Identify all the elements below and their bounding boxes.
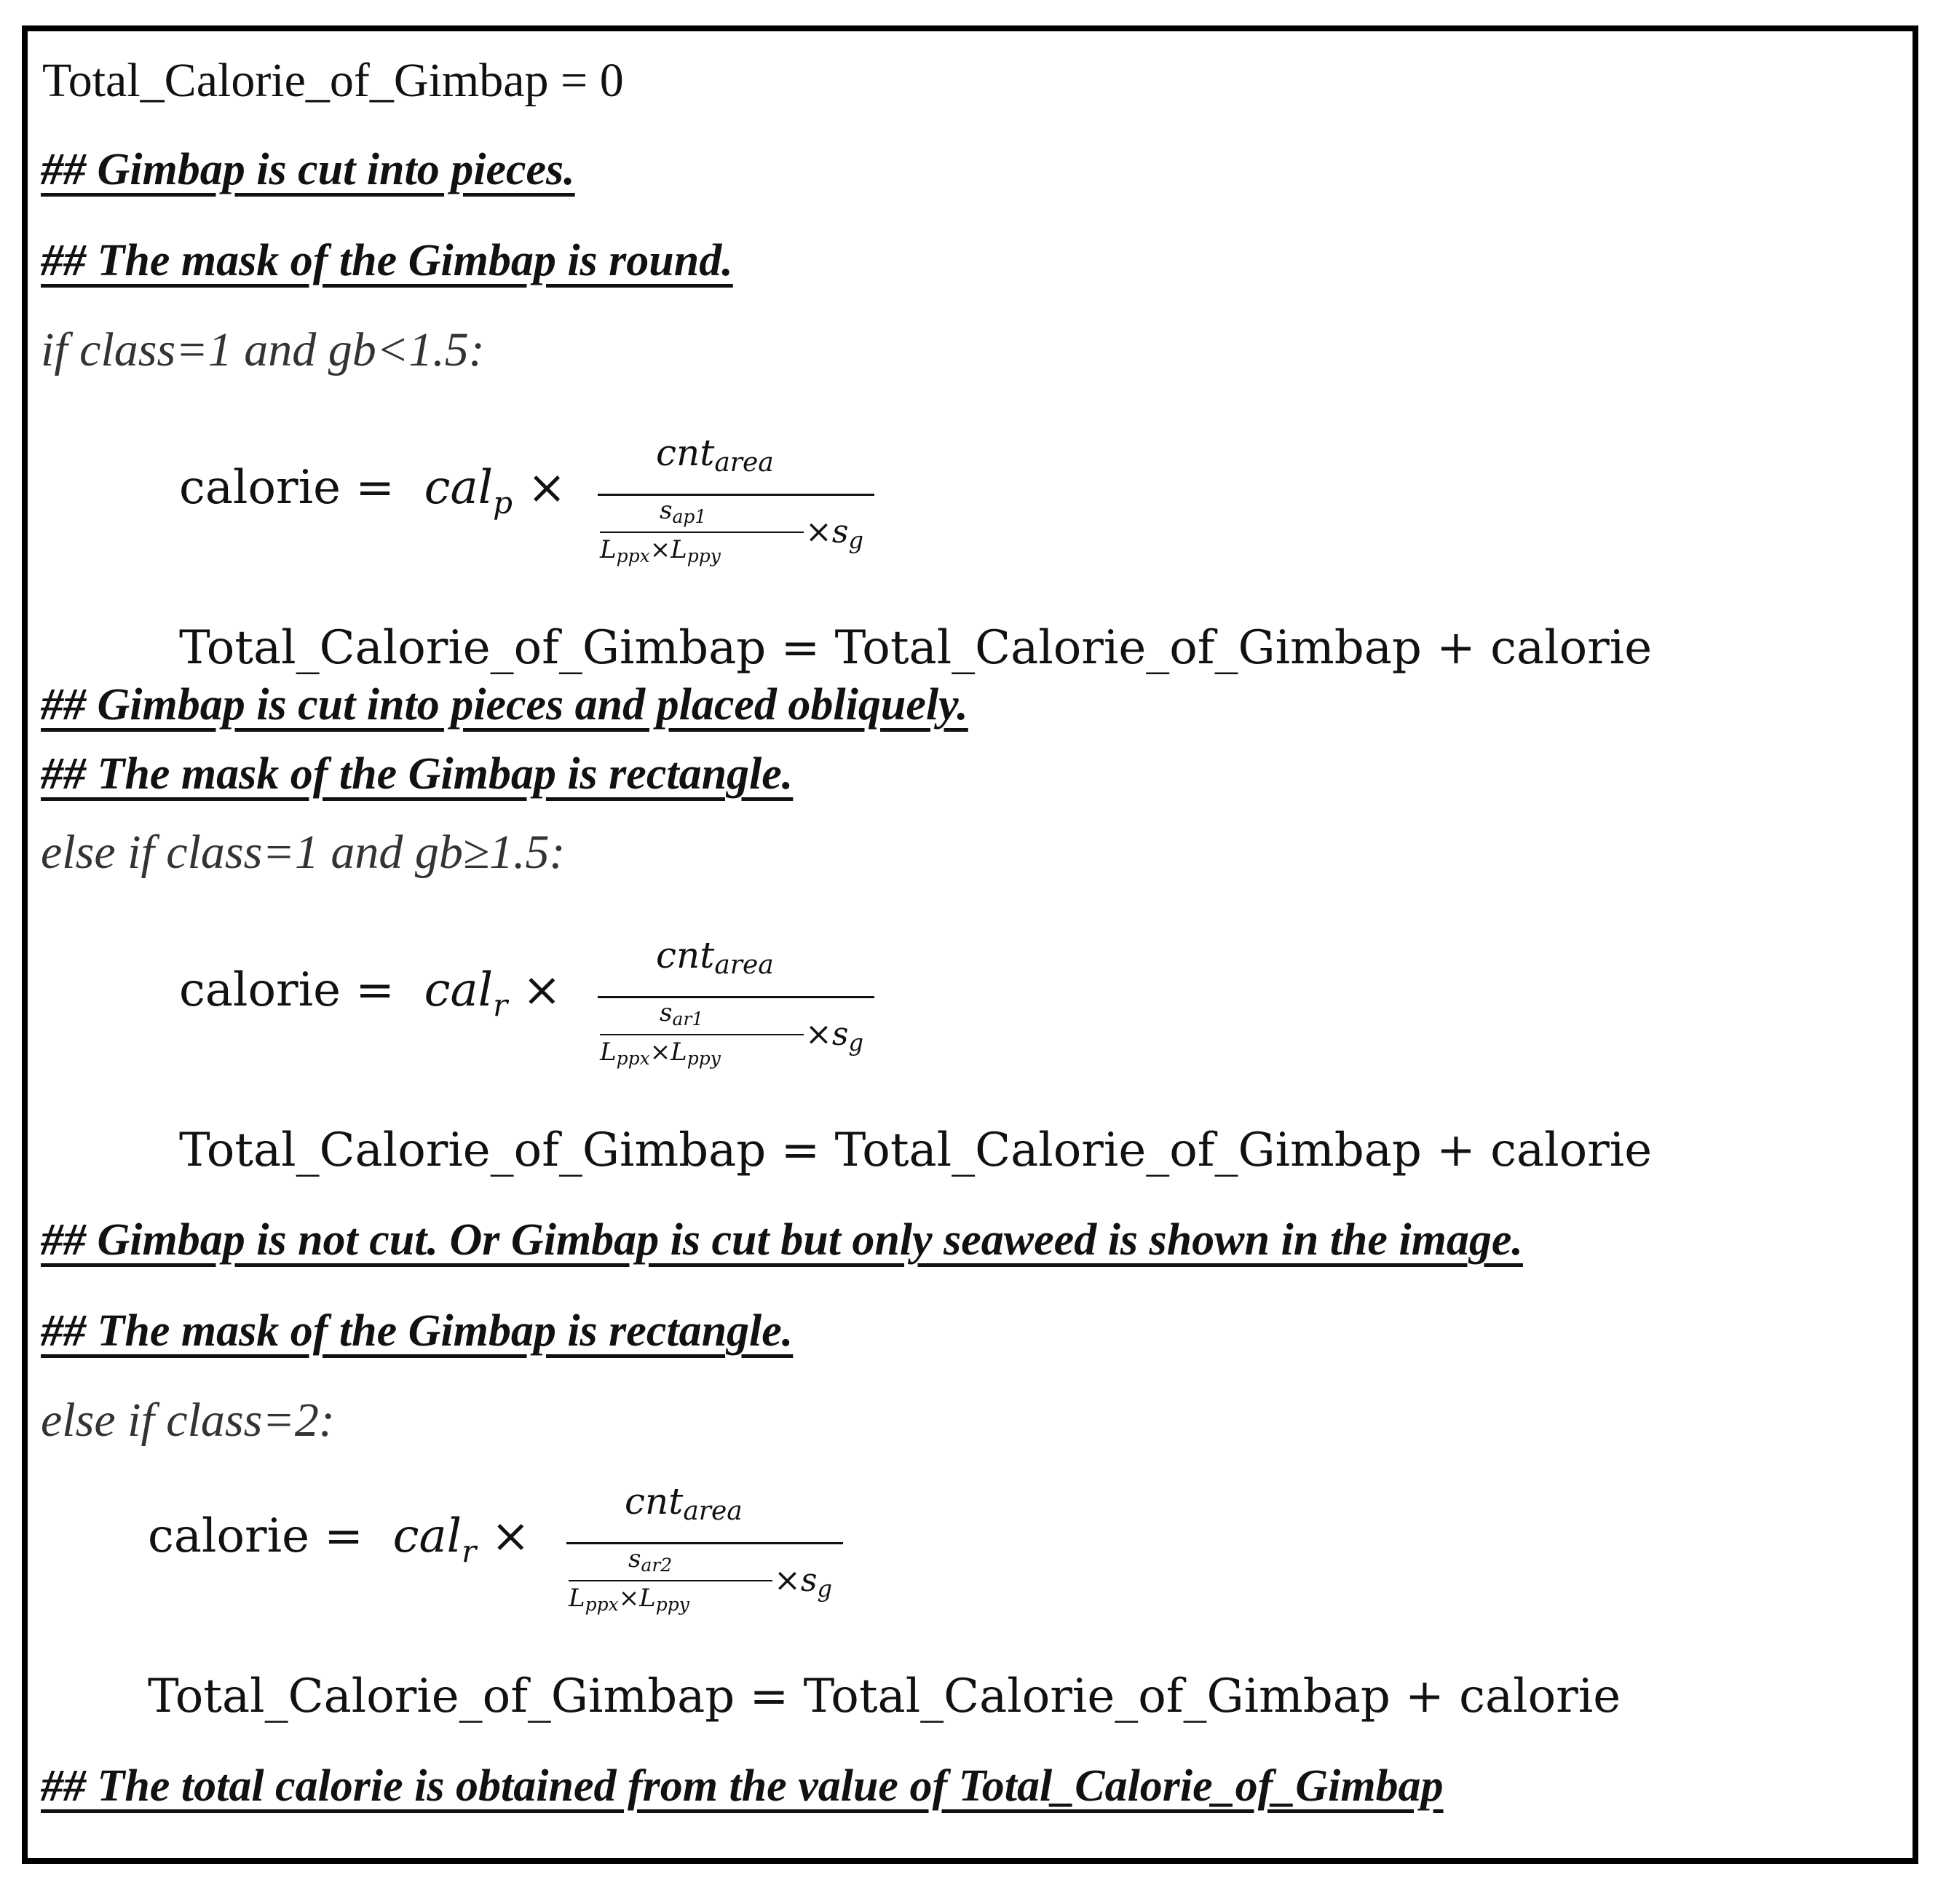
multiplier-sub: g: [848, 1029, 863, 1056]
inner-fraction-bar: [600, 532, 804, 533]
inner-denominator: L: [600, 1038, 617, 1067]
inner-fraction-bar: [569, 1580, 772, 1581]
inner-den-x: ×L: [649, 535, 687, 564]
comment-cut-pieces: ## Gimbap is cut into pieces.: [41, 145, 575, 194]
formula-lhs: calorie =: [179, 461, 395, 515]
numerator: cnt: [656, 934, 715, 976]
update-total-2: Total_Calorie_of_Gimbap = Total_Calorie_of_Gimbap + calorie: [179, 1123, 1653, 1177]
condition-if-class1-gb-lt: if class=1 and gb<1.5:: [41, 323, 485, 376]
inner-den-sub2: ppy: [687, 545, 721, 566]
calorie-factor-sub: r: [493, 987, 508, 1023]
times-sign: ×: [522, 963, 562, 1017]
numerator-sub: area: [683, 1496, 743, 1526]
comment-mask-rectangle: ## The mask of the Gimbap is rectangle.: [41, 749, 794, 799]
numerator-sub: area: [714, 950, 774, 980]
calorie-formula-3: [148, 1480, 876, 1626]
times-sign: ×: [491, 1509, 531, 1563]
calorie-factor: cal: [424, 461, 494, 515]
inner-den-sub1: ppx: [585, 1594, 619, 1615]
inner-denominator: L: [569, 1584, 585, 1613]
condition-else-if-class1-gb-ge: else if class=1 and gb≥1.5:: [41, 826, 566, 879]
comment-mask-round: ## The mask of the Gimbap is round.: [41, 236, 733, 285]
multiplier-sub: g: [848, 526, 863, 554]
inner-den-sub2: ppy: [687, 1048, 721, 1069]
inner-den-x: ×L: [618, 1584, 656, 1613]
inner-den-sub1: ppx: [616, 1048, 650, 1069]
inner-fraction-bar: [600, 1034, 804, 1035]
numerator: cnt: [656, 432, 715, 474]
inner-numerator-sub: ar1: [672, 1008, 704, 1030]
condition-else-if-class2: else if class=2:: [41, 1394, 335, 1447]
comment-not-cut: ## Gimbap is not cut. Or Gimbap is cut but only seaweed is shown in the image.: [41, 1215, 1523, 1265]
multiplier: ×s: [805, 513, 849, 550]
fraction-bar: [598, 996, 874, 998]
formula-lhs: calorie =: [148, 1509, 363, 1563]
calorie-formula-2: [179, 934, 907, 1080]
inner-numerator: s: [660, 496, 673, 525]
calorie-factor: cal: [424, 963, 494, 1017]
init-statement: Total_Calorie_of_Gimbap = 0: [42, 54, 624, 107]
calorie-formula-1: [179, 432, 907, 577]
fraction-bar: [566, 1542, 843, 1544]
update-total-3: Total_Calorie_of_Gimbap = Total_Calorie_of_Gimbap + calorie: [148, 1670, 1621, 1723]
inner-denominator: L: [600, 535, 617, 564]
comment-mask-rectangle-2: ## The mask of the Gimbap is rectangle.: [41, 1306, 794, 1356]
inner-numerator: s: [628, 1544, 641, 1573]
inner-den-sub2: ppy: [655, 1594, 689, 1615]
times-sign: ×: [527, 461, 566, 515]
fraction-bar: [598, 494, 874, 496]
inner-numerator: s: [660, 998, 673, 1027]
multiplier: ×s: [805, 1016, 849, 1053]
inner-numerator-sub: ar2: [641, 1555, 673, 1576]
comment-cut-oblique: ## Gimbap is cut into pieces and placed obliquely.: [41, 680, 968, 730]
inner-den-x: ×L: [649, 1038, 687, 1067]
formula-lhs: calorie =: [179, 963, 395, 1017]
algorithm-box: [22, 25, 1918, 1864]
calorie-factor: cal: [392, 1509, 462, 1563]
numerator-sub: area: [714, 448, 774, 478]
numerator: cnt: [625, 1480, 684, 1522]
inner-numerator-sub: ap1: [672, 506, 707, 527]
calorie-factor-sub: p: [493, 485, 513, 521]
inner-den-sub1: ppx: [616, 545, 650, 566]
update-total-1: Total_Calorie_of_Gimbap = Total_Calorie_of_Gimbap + calorie: [179, 621, 1653, 675]
multiplier-sub: g: [817, 1575, 832, 1603]
multiplier: ×s: [774, 1562, 818, 1599]
calorie-factor-sub: r: [462, 1533, 477, 1569]
final-comment: ## The total calorie is obtained from the value of Total_Calorie_of_Gimbap: [41, 1761, 1444, 1811]
